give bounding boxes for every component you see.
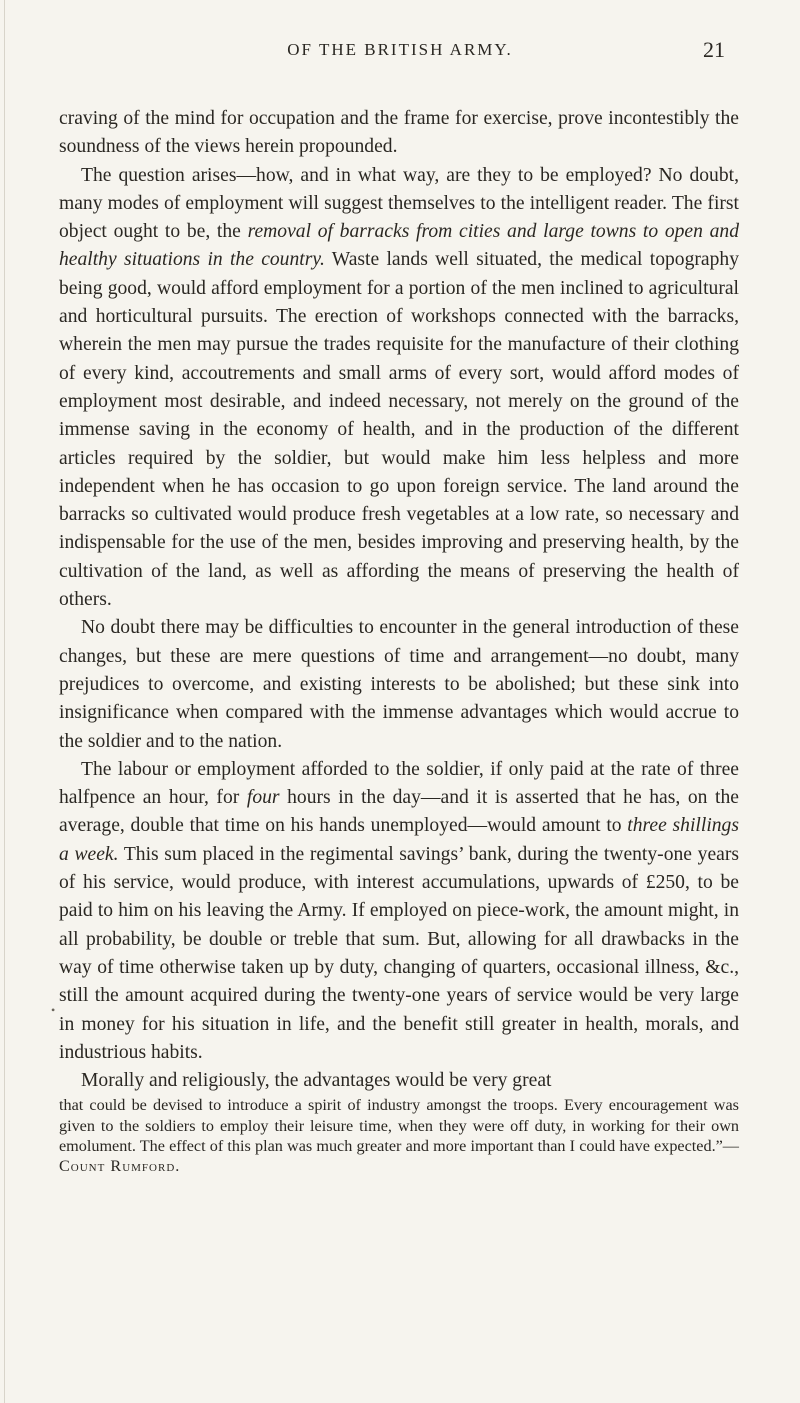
paragraph-5	[59, 1067, 739, 1095]
text-run: removal of barracks from cities and large towns to open and healthy situations in the country.	[59, 221, 739, 271]
text-run: that could be devised to introduce a spirit of industry amongst the troops. Every encouragement was given to the soldiers to employ their leisure time, when they were off duty, in working for their own emolument. The effect of this plan was much greater and more important than I could have expected.”—	[59, 1096, 739, 1155]
running-title: OF THE BRITISH ARMY.	[287, 40, 513, 59]
paragraph-1	[59, 105, 739, 162]
text-run: Morally and religiously, the advantages would be very great	[81, 1070, 552, 1092]
text-run: This sum placed in the regimental savings’ bank, during the twenty-one years of his service, would produce, with interest accumulations, upwards of £250, to be paid to him on his leaving the Army. If employed on piece-work, the amount might, in all probability, be double or treble that sum. But, allowing for all drawbacks in the way of time otherwise taken up by duty, changing of quarters, occasional illness, &c., still the amount acquired during the twenty-one years of service would be very large in money for his situation in life, and the benefit still greater in health, morals, and industrious habits.	[59, 843, 739, 1063]
text-run: craving of the mind for occupation and the frame for exercise, prove incontestibly the soundness of the views herein propounded.	[59, 108, 739, 158]
paragraph-3	[59, 614, 739, 755]
body-text	[59, 105, 739, 1176]
page-edge-line	[4, 0, 5, 1403]
page-number: 21	[703, 37, 725, 62]
text-run: three shillings a week.	[59, 815, 739, 865]
running-head	[0, 32, 800, 68]
text-run: hours in the day—and it is asserted that he has, on the average, double that time on his hands unemployed—would amount to	[59, 787, 739, 837]
quotation-text	[59, 1095, 739, 1176]
margin-mark-icon: •	[51, 1003, 56, 1017]
text-run: four	[246, 787, 280, 809]
paragraph-4	[59, 756, 739, 1067]
text-run: The question arises—how, and in what way, are they to be employed? No doubt, many modes of employment will suggest themselves to the intelligent reader. The first object ought to be, the	[59, 164, 739, 243]
text-run: Count Rumford.	[59, 1157, 181, 1175]
text-run: No doubt there may be difficulties to encounter in the general introduction of these changes, but these are mere questions of time and arrangement—no doubt, many prejudices to overcome, and existing interests to be abolished; but these sink into insignificance when compared with the immense advantages which would accrue to the soldier and to the nation.	[59, 617, 739, 752]
paragraph-2	[59, 162, 739, 615]
text-run: The labour or employment afforded to the soldier, if only paid at the rate of three halfpence an hour, for	[59, 758, 739, 809]
text-run: Waste lands well situated, the medical topography being good, would afford employment for a portion of the men inclined to agricultural and horticultural pursuits. The erection of workshops connected with the barracks, wherein the men may pursue the trades requisite for the manufacture of their clothing of every kind, accoutrements and small arms of every sort, would afford modes of employment most desirable, and indeed necessary, not merely on the ground of the immense saving in the economy of health, and in the production of the different articles required by the soldier, but would make him less helpless and more independent when he has occasion to go upon foreign service. The land around the barracks so cultivated would produce fresh vegetables at a low rate, so necessary and indispensable for the use of the men, besides improving and preserving health, by the cultivation of the land, as well as affording the means of preserving the health of others.	[59, 249, 740, 611]
